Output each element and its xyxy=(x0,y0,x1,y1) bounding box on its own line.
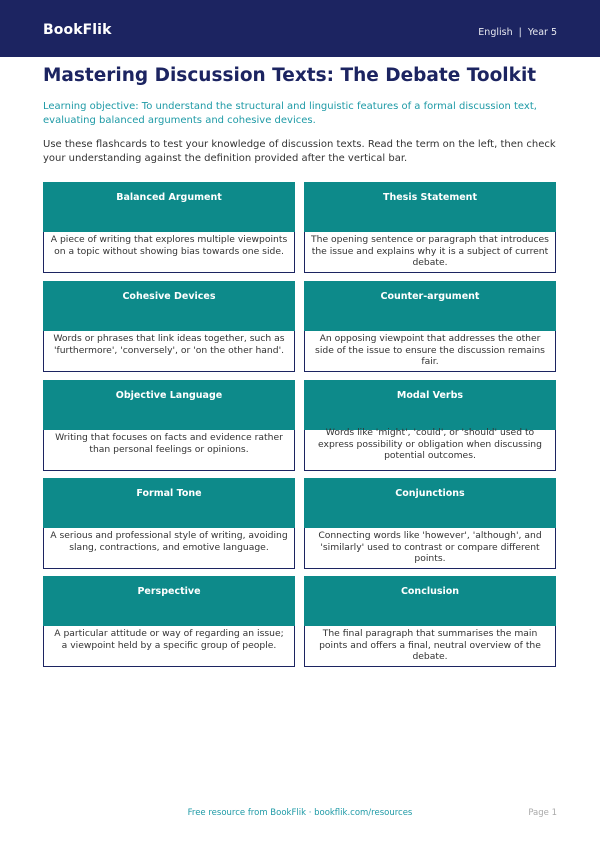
flashcard-definition: Writing that focuses on facts and evidence rather than personal feelings or opinions. xyxy=(55,432,283,455)
flashcard[interactable] xyxy=(304,478,556,569)
flashcard-definition: Connecting words like 'however', 'although', and 'similarly' used to contrast or compare different points. xyxy=(318,530,542,564)
header-bar xyxy=(0,0,600,57)
flashcard[interactable] xyxy=(43,281,295,372)
flashcard-definition: The final paragraph that summarises the main points and offers a final, neutral overview of the debate. xyxy=(319,628,541,662)
flashcard-term: Cohesive Devices xyxy=(43,281,295,331)
flashcard[interactable] xyxy=(43,478,295,569)
flashcard-definition: A piece of writing that explores multiple viewpoints on a topic without showing bias towards one side. xyxy=(50,234,288,257)
flashcard[interactable] xyxy=(304,182,556,273)
page-number: Page 1 xyxy=(528,808,557,818)
flashcard-term: Objective Language xyxy=(43,380,295,430)
flashcard[interactable] xyxy=(304,380,556,471)
flashcard-term: Modal Verbs xyxy=(304,380,556,430)
flashcard[interactable] xyxy=(43,380,295,471)
flashcard-definition: Words or phrases that link ideas together, such as 'furthermore', 'conversely', or 'on the other hand'. xyxy=(53,333,285,356)
learning-objective: Learning objective: To understand the structural and linguistic features of a formal discussion text, evaluating balanced arguments and cohesive devices. xyxy=(43,101,537,126)
flashcard-definition: The opening sentence or paragraph that introduces the issue and explains why it is a subject of current debate. xyxy=(311,234,549,268)
flashcard-definition: Words like 'might', 'could', or 'should' used to express possibility or obligation when discussing potential outcomes. xyxy=(318,427,542,461)
flashcard-term: Conclusion xyxy=(304,576,556,626)
year-label: Year 5 xyxy=(527,27,557,38)
flashcard-term: Balanced Argument xyxy=(43,182,295,232)
brand-logo[interactable]: BookFlik xyxy=(43,22,112,38)
page-title: Mastering Discussion Texts: The Debate Toolkit xyxy=(43,65,537,86)
flashcard-term: Thesis Statement xyxy=(304,182,556,232)
flashcard-term: Counter-argument xyxy=(304,281,556,331)
flashcard-term: Formal Tone xyxy=(43,478,295,528)
instructions: Use these flashcards to test your knowledge of discussion texts. Read the term on the left, then check your understanding against the definition provided after the vertical bar. xyxy=(43,139,556,164)
flashcard-term: Conjunctions xyxy=(304,478,556,528)
header-meta xyxy=(478,27,557,38)
flashcard-definition: An opposing viewpoint that addresses the other side of the issue to ensure the discussion remains fair. xyxy=(315,333,545,367)
flashcard-definition: A particular attitude or way of regarding an issue; a viewpoint held by a specific group of people. xyxy=(54,628,284,651)
flashcard-definition: A serious and professional style of writing, avoiding slang, contractions, and emotive language. xyxy=(50,530,288,553)
flashcard[interactable] xyxy=(304,281,556,372)
meta-separator: | xyxy=(518,27,522,38)
flashcard[interactable] xyxy=(304,576,556,667)
footer-credit-link[interactable]: Free resource from BookFlik · bookflik.com/resources xyxy=(187,808,413,818)
subject-label: English xyxy=(478,27,513,38)
flashcard[interactable] xyxy=(43,182,295,273)
flashcard[interactable] xyxy=(43,576,295,667)
flashcard-term: Perspective xyxy=(43,576,295,626)
